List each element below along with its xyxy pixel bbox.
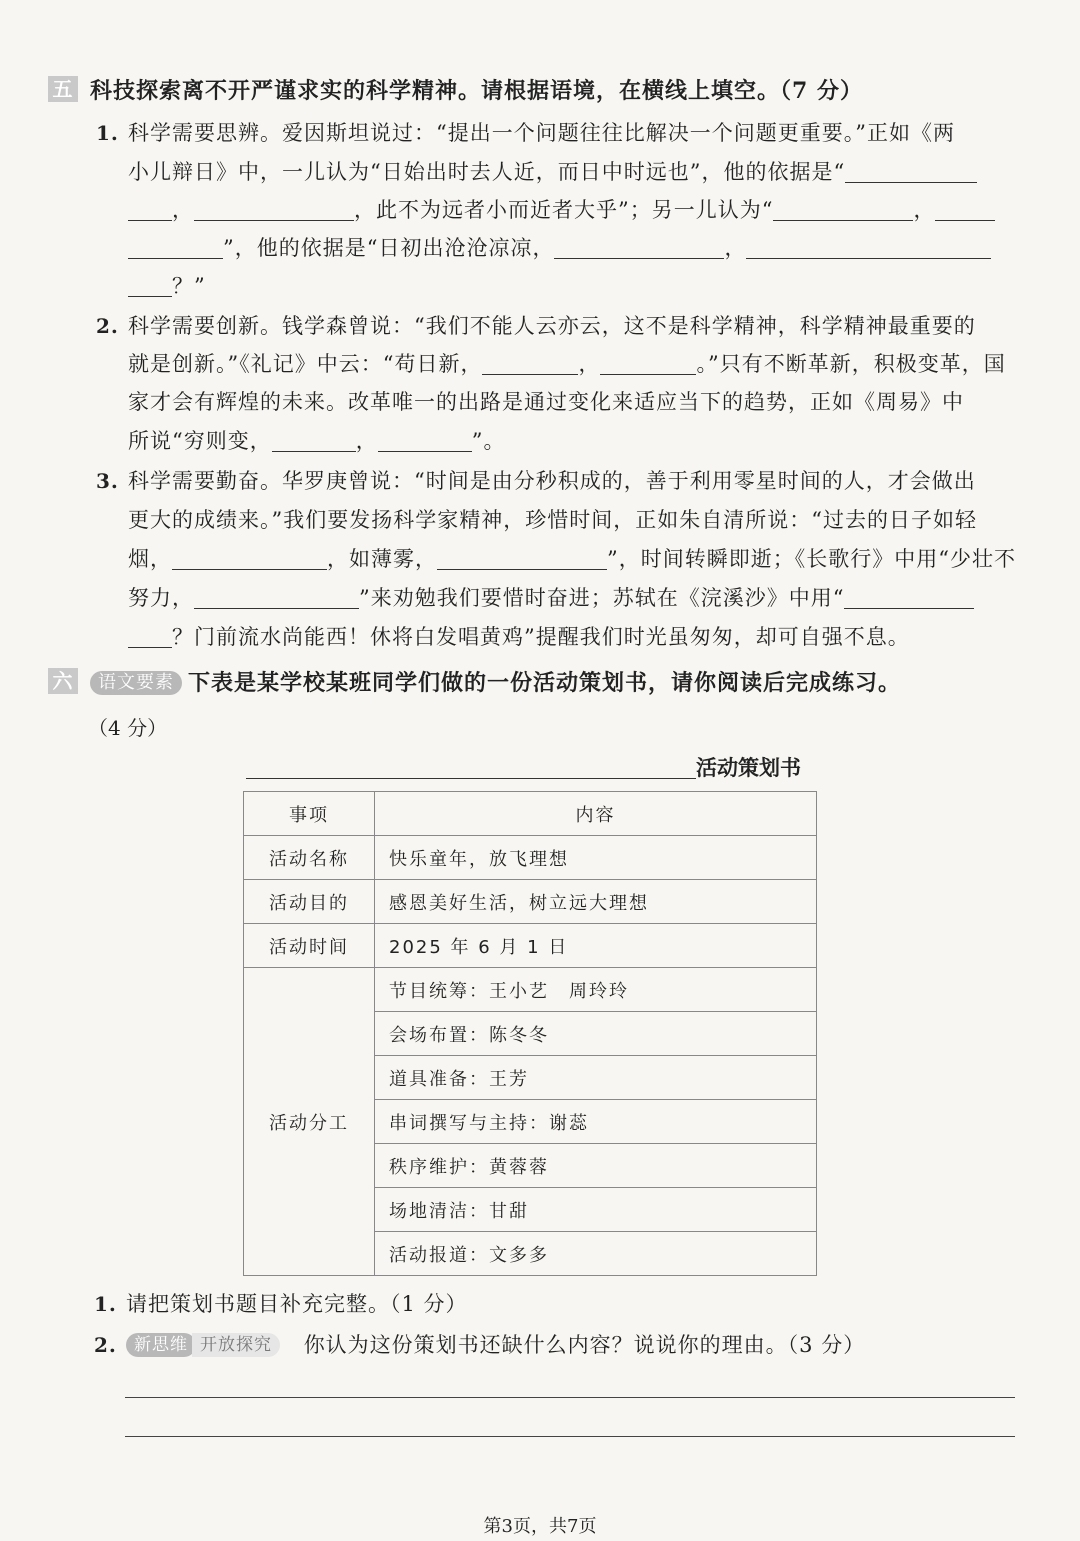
section-6-score: （4 分）	[88, 716, 168, 740]
q2-line3: 家才会有辉煌的未来。改革唯一的出路是通过变化来适应当下的趋势，正如《周易》中	[128, 390, 964, 414]
question-number: 1.	[96, 121, 119, 145]
question-number: 3.	[96, 469, 119, 493]
section-title: 下表是某学校某班同学们做的一份活动策划书，请你阅读后完成练习。	[188, 670, 902, 696]
q3-line3: 烟， ，如薄雾， ”，时间转瞬即逝；《长歌行》中用“少壮不	[128, 547, 1016, 571]
table-row: 活动目的 感恩美好生活，树立远大理想	[244, 880, 817, 924]
q1-line4: ”，他的依据是“日初出沧沧凉凉， ，	[128, 235, 991, 261]
plan-title	[246, 752, 801, 782]
answer-blank[interactable]	[844, 586, 974, 609]
q3-line1: 3. 科学需要勤奋。华罗庚曾说：“时间是由分秒积成的，善于利用零星时间的人，才会做出	[96, 469, 976, 493]
plan-table	[243, 791, 817, 1276]
header-key: 事项	[244, 792, 375, 836]
answer-blank[interactable]	[128, 625, 172, 648]
answer-blank[interactable]	[482, 352, 578, 375]
q2-line4: 所说“穷则变， ， ”。	[128, 429, 506, 453]
answer-blank[interactable]	[773, 198, 913, 221]
answer-line[interactable]	[125, 1397, 1015, 1398]
table-row: 场地清洁：甘甜	[244, 1188, 817, 1232]
tag-open-inquiry: 开放探究	[192, 1333, 280, 1357]
section-number: 六	[48, 668, 78, 694]
q1-line1: 1. 科学需要思辨。爱因斯坦说过：“提出一个问题往往比解决一个问题更重要。”正如《两	[96, 121, 955, 145]
header-value: 内容	[375, 792, 817, 836]
table-row: 活动时间 2025 年 6 月 1 日	[244, 924, 817, 968]
division-key: 活动分工	[244, 968, 375, 1276]
q2-line1: 2. 科学需要创新。钱学森曾说：“我们不能人云亦云，这不是科学精神，科学精神最重要的	[96, 314, 976, 338]
page-footer: 第3页，共7页	[483, 1516, 597, 1537]
answer-blank[interactable]	[128, 236, 223, 259]
s6-q2: 2. 新思维 开放探究 你认为这份策划书还缺什么内容？说说你的理由。（3 分）	[94, 1333, 866, 1357]
answer-blank[interactable]	[272, 429, 356, 452]
table-row: 会场布置：陈冬冬	[244, 1012, 817, 1056]
section-tag: 语文要素	[90, 671, 182, 695]
s6-q1: 1. 请把策划书题目补充完整。（1 分）	[94, 1292, 468, 1316]
answer-blank[interactable]	[194, 586, 359, 609]
q2-line2: 就是创新。”《礼记》中云：“苟日新， ， 。”只有不断革新，积极变革，国	[128, 352, 1006, 376]
answer-blank[interactable]	[172, 547, 327, 570]
answer-line[interactable]	[125, 1436, 1015, 1437]
section-5-header	[48, 74, 863, 105]
section-title: 科技探索离不开严谨求实的科学精神。请根据语境，在横线上填空。（7 分）	[90, 78, 863, 104]
table-row: 串词撰写与主持：谢蕊	[244, 1100, 817, 1144]
plan-title-blank[interactable]	[246, 756, 696, 779]
question-number: 2.	[94, 1333, 117, 1357]
answer-blank[interactable]	[554, 236, 724, 259]
table-header-row	[244, 792, 817, 836]
answer-blank[interactable]	[128, 274, 172, 297]
q3-line5: ？门前流水尚能西！休将白发唱黄鸡”提醒我们时光虽匆匆，却可自强不息。	[128, 624, 910, 650]
plan-title-suffix: 活动策划书	[696, 756, 801, 780]
answer-blank[interactable]	[128, 198, 172, 221]
answer-blank[interactable]	[600, 352, 696, 375]
tag-new-thinking: 新思维	[126, 1333, 196, 1357]
table-row: 活动报道：文多多	[244, 1232, 817, 1276]
answer-blank[interactable]	[437, 547, 607, 570]
answer-blank[interactable]	[935, 198, 995, 221]
table-row: 秩序维护：黄蓉蓉	[244, 1144, 817, 1188]
answer-blank[interactable]	[194, 198, 354, 221]
question-number: 2.	[96, 314, 119, 338]
table-row: 活动分工 节目统筹：王小艺 周玲玲	[244, 968, 817, 1012]
answer-blank[interactable]	[845, 160, 977, 183]
q1-line3: ， ，此不为远者小而近者大乎”；另一儿认为“ ，	[128, 197, 995, 223]
section-number: 五	[48, 76, 78, 102]
answer-blank[interactable]	[746, 236, 991, 259]
table-row: 活动名称 快乐童年，放飞理想	[244, 836, 817, 880]
section-6-header	[48, 666, 901, 697]
q3-line2: 更大的成绩来。”我们要发扬科学家精神，珍惜时间，正如朱自清所说：“过去的日子如轻	[128, 508, 977, 532]
q3-line4: 努力， ”来劝勉我们要惜时奋进；苏轼在《浣溪沙》中用“	[128, 585, 974, 611]
answer-blank[interactable]	[378, 429, 472, 452]
q1-line5: ？”	[128, 273, 206, 299]
table-row: 道具准备：王芳	[244, 1056, 817, 1100]
question-number: 1.	[94, 1292, 117, 1316]
q1-line2: 小儿辩日》中，一儿认为“日始出时去人近，而日中时远也”，他的依据是“	[128, 159, 977, 185]
